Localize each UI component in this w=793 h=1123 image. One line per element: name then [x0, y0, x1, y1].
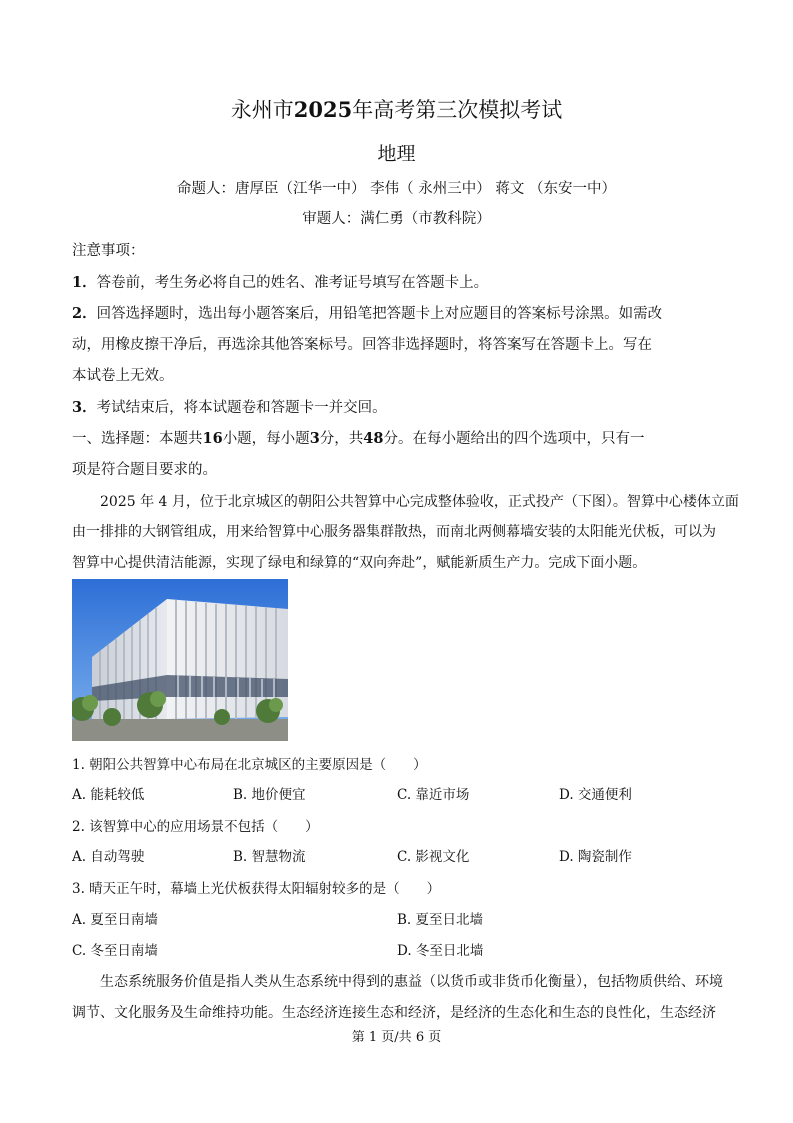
exam-title	[0, 94, 793, 124]
section-1-text-a: 一、选择题：本题共	[72, 431, 203, 447]
question-2-option-d[interactable]: D. 陶瓷制作	[559, 849, 632, 865]
note-3	[72, 396, 387, 417]
question-2-option-a[interactable]: A. 自动驾驶	[72, 849, 145, 865]
note-1	[72, 271, 488, 292]
question-2-option-b[interactable]: B. 智慧物流	[233, 849, 306, 865]
question-1-option-c[interactable]: C. 靠近市场	[397, 787, 470, 803]
passage-1-line-2: 由一排排的大钢管组成，用来给智算中心服务器集群散热，而南北两侧幕墙安装的太阳能光伏板，可以为	[72, 524, 716, 540]
computing-center-photo	[72, 579, 288, 741]
title-suffix: 年高考第三次模拟考试	[352, 98, 563, 122]
question-3-option-b[interactable]: B. 夏至日北墙	[397, 912, 484, 928]
section-1-heading-line-2: 项是符合题目要求的。	[72, 462, 217, 478]
question-2-option-c[interactable]: C. 影视文化	[397, 849, 470, 865]
reviewer-line: 审题人：满仁勇（市教科院）	[302, 211, 491, 227]
question-3-stem: 3. 晴天正午时，幕墙上光伏板获得太阳辐射较多的是（ ）	[72, 881, 441, 897]
note-2-line-3: 本试卷上无效。	[72, 368, 174, 384]
note-1-number: 1．	[72, 274, 97, 291]
question-1-option-d[interactable]: D. 交通便利	[559, 787, 632, 803]
question-1-stem: 1. 朝阳公共智算中心布局在北京城区的主要原因是（ ）	[72, 757, 427, 773]
note-2-line-2: 动，用橡皮擦干净后，再选涂其他答案标号。回答非选择题时，将答案写在答题卡上。写在	[72, 337, 652, 353]
section-1-total: 48	[363, 430, 384, 447]
passage-2-line-2: 调节、文化服务及生命维持功能。生态经济连接生态和经济，是经济的生态化和生态的良性化，生态经济	[72, 1005, 716, 1021]
question-1-option-a[interactable]: A. 能耗较低	[72, 787, 145, 803]
note-2-number: 2．	[72, 305, 97, 322]
authors-line: 命题人：唐厚臣（江华一中） 李伟（ 永州三中） 蒋文 （东安一中）	[177, 181, 616, 197]
question-1-option-b[interactable]: B. 地价便宜	[233, 787, 306, 803]
note-1-text: 答卷前，考生务必将自己的姓名、准考证号填写在答题卡上。	[96, 275, 489, 291]
title-year: 2025	[293, 97, 353, 122]
section-1-heading	[72, 427, 644, 448]
notes-heading: 注意事项：	[72, 243, 145, 259]
section-1-per: 3	[309, 430, 320, 447]
question-3-option-c[interactable]: C. 冬至日南墙	[72, 943, 158, 959]
passage-1-line-1: 2025 年 4 月，位于北京城区的朝阳公共智算中心完成整体验收，正式投产（下图）。智算中心楼体立面	[100, 494, 739, 510]
note-2-text-a: 回答选择题时，选出每小题答案后，用铅笔把答题卡上对应题目的答案标号涂黑。如需改	[96, 306, 663, 322]
section-1-text-c: 分，共	[319, 431, 364, 447]
subject-title: 地理	[377, 143, 416, 165]
title-prefix: 永州市	[230, 98, 294, 122]
question-3-option-a[interactable]: A. 夏至日南墙	[72, 912, 158, 928]
note-3-text: 考试结束后，将本试题卷和答题卡一并交回。	[96, 400, 387, 416]
section-1-text-b: 小题，每小题	[222, 431, 310, 447]
question-3-option-d[interactable]: D. 冬至日北墙	[397, 943, 484, 959]
page-footer: 第 1 页/共 6 页	[351, 1030, 442, 1045]
section-1-count: 16	[202, 430, 223, 447]
question-2-stem: 2. 该智算中心的应用场景不包括（ ）	[72, 819, 319, 835]
section-1-text-d: 分。在每小题给出的四个选项中，只有一	[383, 431, 645, 447]
note-3-number: 3．	[72, 399, 97, 416]
passage-2-line-1: 生态系统服务价值是指人类从生态系统中得到的惠益（以货币或非货币化衡量），包括物质供给、环境	[100, 974, 723, 990]
note-2-line-1	[72, 302, 662, 323]
passage-1-line-3: 智算中心提供清洁能源，实现了绿电和绿算的“双向奔赴”，赋能新质生产力。完成下面小题。	[72, 555, 647, 571]
